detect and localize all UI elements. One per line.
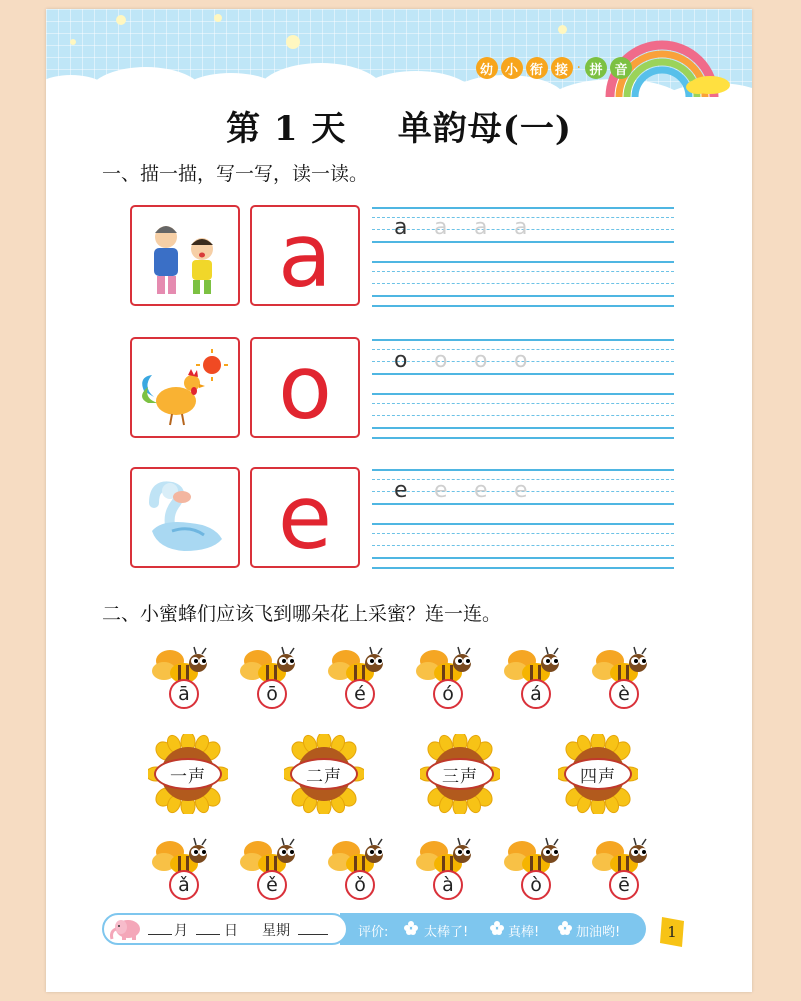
section-2-title: 二、小蜜蜂们应该飞到哪朵花上采蜜？连一连。	[102, 603, 502, 625]
day-label: 日	[224, 923, 238, 939]
pinyin-label: ō	[257, 679, 287, 709]
page-title: 第 1 天 单韵母(一)	[226, 109, 572, 149]
star-dot	[116, 15, 126, 25]
footer-bar	[102, 913, 646, 945]
writing-lines-e[interactable]	[372, 469, 674, 569]
pinyin-label: ò	[521, 870, 551, 900]
bee-tone-e3[interactable]	[238, 836, 300, 902]
series-separator: ·	[576, 60, 581, 76]
trace-letter: e	[514, 478, 528, 503]
pinyin-label: é	[345, 679, 375, 709]
star-dot	[70, 39, 76, 45]
picture-card-o	[130, 337, 240, 438]
pinyin-label: ǎ	[169, 870, 199, 900]
tone-label: 二声	[290, 758, 358, 790]
bee-tone-o2[interactable]	[414, 645, 476, 711]
bee-tone-e4[interactable]	[590, 645, 652, 711]
tone-label: 三声	[426, 758, 494, 790]
writing-lines-a[interactable]	[372, 207, 674, 307]
trace-letter: e	[434, 478, 448, 503]
bee-tone-a4[interactable]	[414, 836, 476, 902]
writing-lines-o[interactable]	[372, 339, 674, 439]
bee-tone-e2[interactable]	[326, 645, 388, 711]
workbook-page	[46, 9, 752, 992]
bee-tone-o1[interactable]	[238, 645, 300, 711]
pinyin-label: ā	[169, 679, 199, 709]
vowel-letter: o	[278, 335, 332, 439]
star-dot	[558, 25, 567, 34]
evaluation-label: 评价:	[358, 925, 389, 940]
trace-letter: a	[474, 215, 488, 240]
series-char: 幼	[476, 57, 498, 79]
series-char: 拼	[585, 57, 607, 79]
grandpa-child-picture	[132, 207, 238, 304]
bee-tone-a3[interactable]	[150, 836, 212, 902]
flower-rating-icon[interactable]	[404, 921, 418, 935]
goose-picture	[132, 469, 238, 566]
day-blank[interactable]	[196, 934, 220, 935]
rating-excellent[interactable]: 太棒了!	[424, 925, 469, 940]
pinyin-label: ǒ	[345, 870, 375, 900]
pinyin-label: ě	[257, 870, 287, 900]
vowel-letter: e	[277, 465, 333, 569]
trace-letter: o	[514, 348, 528, 373]
picture-card-a	[130, 205, 240, 306]
pinyin-label: è	[609, 679, 639, 709]
bee-tone-a1[interactable]	[150, 645, 212, 711]
vowel-letter: a	[278, 203, 332, 307]
section-1-title: 一、描一描，写一写，读一读。	[102, 163, 369, 185]
bee-tone-o4[interactable]	[502, 836, 564, 902]
bee-tone-a2[interactable]	[502, 645, 564, 711]
letter-card-o	[250, 337, 360, 438]
flower-rating-icon[interactable]	[490, 921, 504, 935]
flower-tone-3[interactable]	[420, 734, 500, 814]
series-char: 音	[610, 57, 632, 79]
trace-letter: a	[514, 215, 528, 240]
picture-card-e	[130, 467, 240, 568]
bee-tone-o3[interactable]	[326, 836, 388, 902]
pinyin-label: ó	[433, 679, 463, 709]
page-number-text: 1	[667, 923, 677, 941]
pinyin-label: á	[521, 679, 551, 709]
page-number	[658, 915, 688, 949]
trace-letter: e	[474, 478, 488, 503]
tone-label: 四声	[564, 758, 632, 790]
series-badge	[476, 57, 632, 79]
letter-card-e	[250, 467, 360, 568]
trace-letter: o	[394, 348, 408, 373]
rating-keep-going[interactable]: 加油哟!	[576, 925, 621, 940]
header-band	[46, 9, 752, 101]
month-blank[interactable]	[148, 934, 172, 935]
month-label: 月	[174, 923, 188, 939]
flower-tone-4[interactable]	[558, 734, 638, 814]
rooster-picture	[132, 339, 238, 436]
weekday-blank[interactable]	[298, 934, 328, 935]
flower-tone-1[interactable]	[148, 734, 228, 814]
star-dot	[214, 14, 222, 22]
letter-card-a	[250, 205, 360, 306]
weekday-label: 星期	[262, 923, 290, 939]
pinyin-label: ē	[609, 870, 639, 900]
trace-letter: a	[434, 215, 448, 240]
trace-letter: o	[434, 348, 448, 373]
series-char: 小	[501, 57, 523, 79]
trace-letter: a	[394, 215, 408, 240]
elephant-icon	[110, 917, 144, 941]
bee-tone-e1[interactable]	[590, 836, 652, 902]
trace-letter: e	[394, 478, 408, 503]
tone-label: 一声	[154, 758, 222, 790]
rating-great[interactable]: 真棒!	[508, 925, 540, 940]
star-dot	[286, 35, 300, 49]
flower-rating-icon[interactable]	[558, 921, 572, 935]
series-char: 衔	[526, 57, 548, 79]
trace-letter: o	[474, 348, 488, 373]
pinyin-label: à	[433, 870, 463, 900]
series-char: 接	[551, 57, 573, 79]
flower-tone-2[interactable]	[284, 734, 364, 814]
